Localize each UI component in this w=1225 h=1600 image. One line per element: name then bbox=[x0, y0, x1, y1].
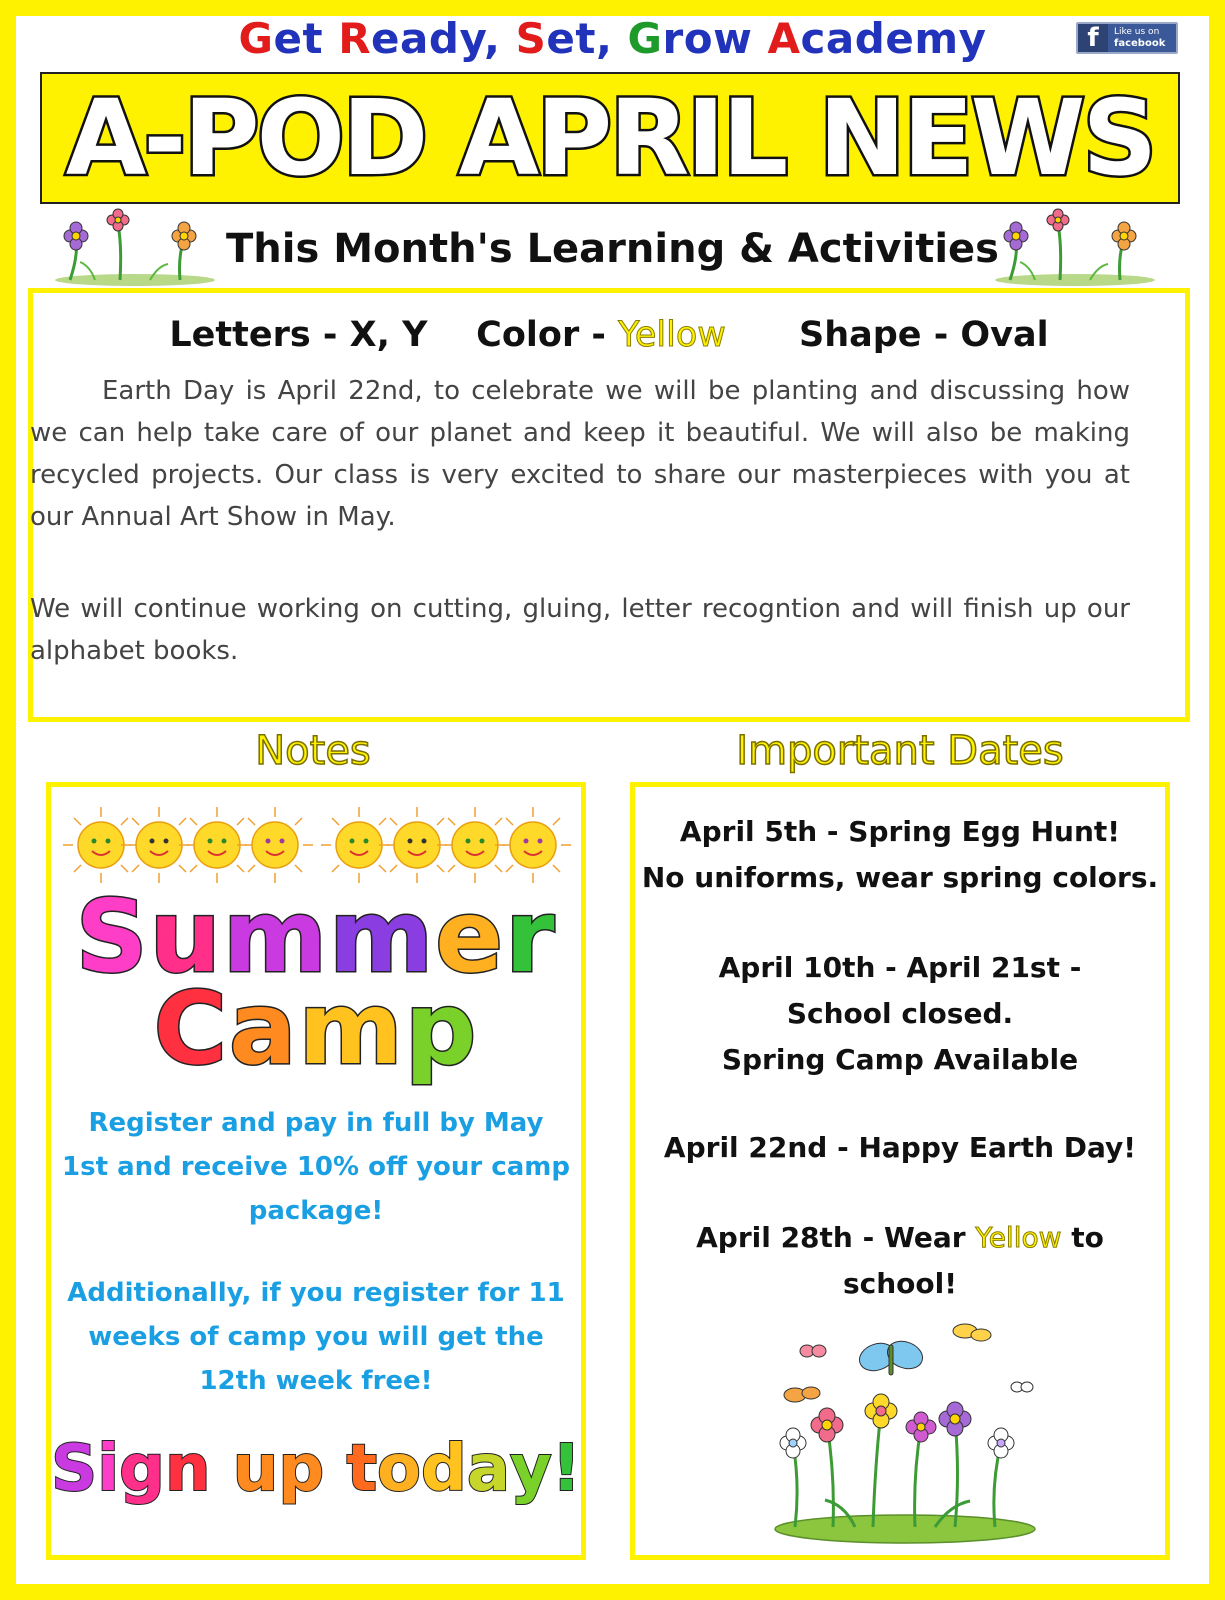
word-art-letter: e bbox=[435, 878, 506, 995]
color-label: Color - bbox=[476, 315, 619, 355]
word-art-letter bbox=[324, 1437, 346, 1501]
academy-initial-s: S bbox=[515, 14, 547, 63]
word-art-letter: u bbox=[232, 1432, 279, 1506]
word-art-letter: a bbox=[229, 970, 299, 1087]
academy-initial-g2: G bbox=[627, 14, 663, 63]
word-art-letter: C bbox=[153, 970, 230, 1087]
wear-yellow-color: Yellow bbox=[975, 1221, 1062, 1254]
word-art-letter: ! bbox=[551, 1432, 581, 1506]
academy-initial-g: G bbox=[238, 14, 274, 63]
smiling-suns-illustration bbox=[59, 801, 577, 889]
word-art-letter: m bbox=[222, 878, 330, 995]
section-subtitle: This Month's Learning & Activities bbox=[226, 226, 999, 272]
word-art-letter: g bbox=[119, 1432, 165, 1506]
facebook-like-button[interactable] bbox=[1076, 22, 1178, 54]
facebook-name-text: facebook bbox=[1114, 38, 1166, 49]
word-art-letter bbox=[211, 1437, 233, 1501]
word-art-letter: u bbox=[149, 878, 223, 995]
word-art-letter: S bbox=[75, 878, 150, 995]
word-art-letter: t bbox=[346, 1432, 378, 1506]
academy-initial-r: R bbox=[338, 14, 372, 63]
closure-note: School closed. bbox=[786, 997, 1014, 1030]
sign-up-word-art bbox=[51, 1432, 581, 1506]
wear-yellow-suffix: to school! bbox=[842, 1221, 1104, 1300]
earth-day-text: Earth Day is April 22nd, to celebrate we will be planting and discussing how we can help take care of our planet and keep it beautiful. We will also be making recycled projects. Our class is very excited to share our masterpieces with you at our Annual Art Show in May. bbox=[30, 376, 1130, 532]
academy-text: et, bbox=[546, 14, 628, 63]
word-art-letter: y bbox=[510, 1432, 552, 1506]
word-art-letter: n bbox=[164, 1432, 211, 1506]
date-entry-egg-hunt bbox=[635, 809, 1165, 901]
academy-text: et bbox=[273, 14, 339, 63]
flowers-illustration-right bbox=[990, 206, 1160, 286]
word-art-letter: p bbox=[404, 970, 479, 1087]
date-entry-school-closed bbox=[635, 945, 1165, 1083]
important-dates-heading: Important Dates bbox=[736, 728, 1064, 774]
word-art-letter: a bbox=[466, 1432, 510, 1506]
monthly-focus bbox=[33, 315, 1185, 355]
spring-camp-note: Spring Camp Available bbox=[721, 1043, 1079, 1076]
spring-garden-illustration bbox=[755, 1315, 1055, 1545]
word-art-letter: p bbox=[278, 1432, 325, 1506]
important-dates-box bbox=[630, 782, 1170, 1560]
academy-initial-a: A bbox=[767, 14, 801, 63]
early-registration-promo: Register and pay in full by May 1st and receive 10% off your camp package! bbox=[62, 1108, 570, 1226]
color-of-month: Yellow bbox=[618, 315, 726, 355]
facebook-like-text: Like us on bbox=[1114, 27, 1160, 37]
notes-box bbox=[46, 782, 586, 1560]
letters-of-month: Letters - X, Y bbox=[169, 315, 428, 355]
word-art-letter: S bbox=[51, 1432, 98, 1506]
word-art-letter: r bbox=[505, 878, 557, 995]
date-entry-wear-yellow bbox=[635, 1215, 1165, 1307]
newsletter-title: A-POD APRIL NEWS bbox=[65, 77, 1155, 199]
egg-hunt-note: No uniforms, wear spring colors. bbox=[641, 861, 1159, 894]
word-art-letter: d bbox=[421, 1432, 467, 1506]
word-art-letter: m bbox=[298, 970, 405, 1087]
title-banner bbox=[40, 72, 1180, 204]
camp-word-art bbox=[51, 970, 581, 1087]
date-entry-earth-day: April 22nd - Happy Earth Day! bbox=[663, 1131, 1137, 1164]
notes-heading: Notes bbox=[255, 728, 371, 774]
academy-text: eady, bbox=[371, 14, 516, 63]
academy-name bbox=[0, 14, 1225, 63]
word-art-letter: o bbox=[377, 1432, 421, 1506]
earth-day-paragraph bbox=[30, 370, 1130, 538]
skills-paragraph: We will continue working on cutting, gluing, letter recogntion and will finish up our alphabet books. bbox=[30, 594, 1130, 666]
academy-text: row bbox=[662, 14, 768, 63]
facebook-icon: f bbox=[1078, 24, 1108, 52]
word-art-letter: i bbox=[97, 1432, 120, 1506]
academy-text: cademy bbox=[800, 14, 987, 63]
wear-yellow-prefix: April 28th - Wear bbox=[696, 1221, 976, 1254]
word-art-letter: m bbox=[329, 878, 436, 995]
closure-dates: April 10th - April 21st - bbox=[718, 951, 1082, 984]
shape-of-month: Shape - Oval bbox=[799, 315, 1049, 355]
egg-hunt-date: April 5th - Spring Egg Hunt! bbox=[679, 815, 1121, 848]
facebook-label bbox=[1108, 27, 1165, 49]
free-week-promo: Additionally, if you register for 11 weeks of camp you will get the 12th week free! bbox=[67, 1278, 565, 1396]
